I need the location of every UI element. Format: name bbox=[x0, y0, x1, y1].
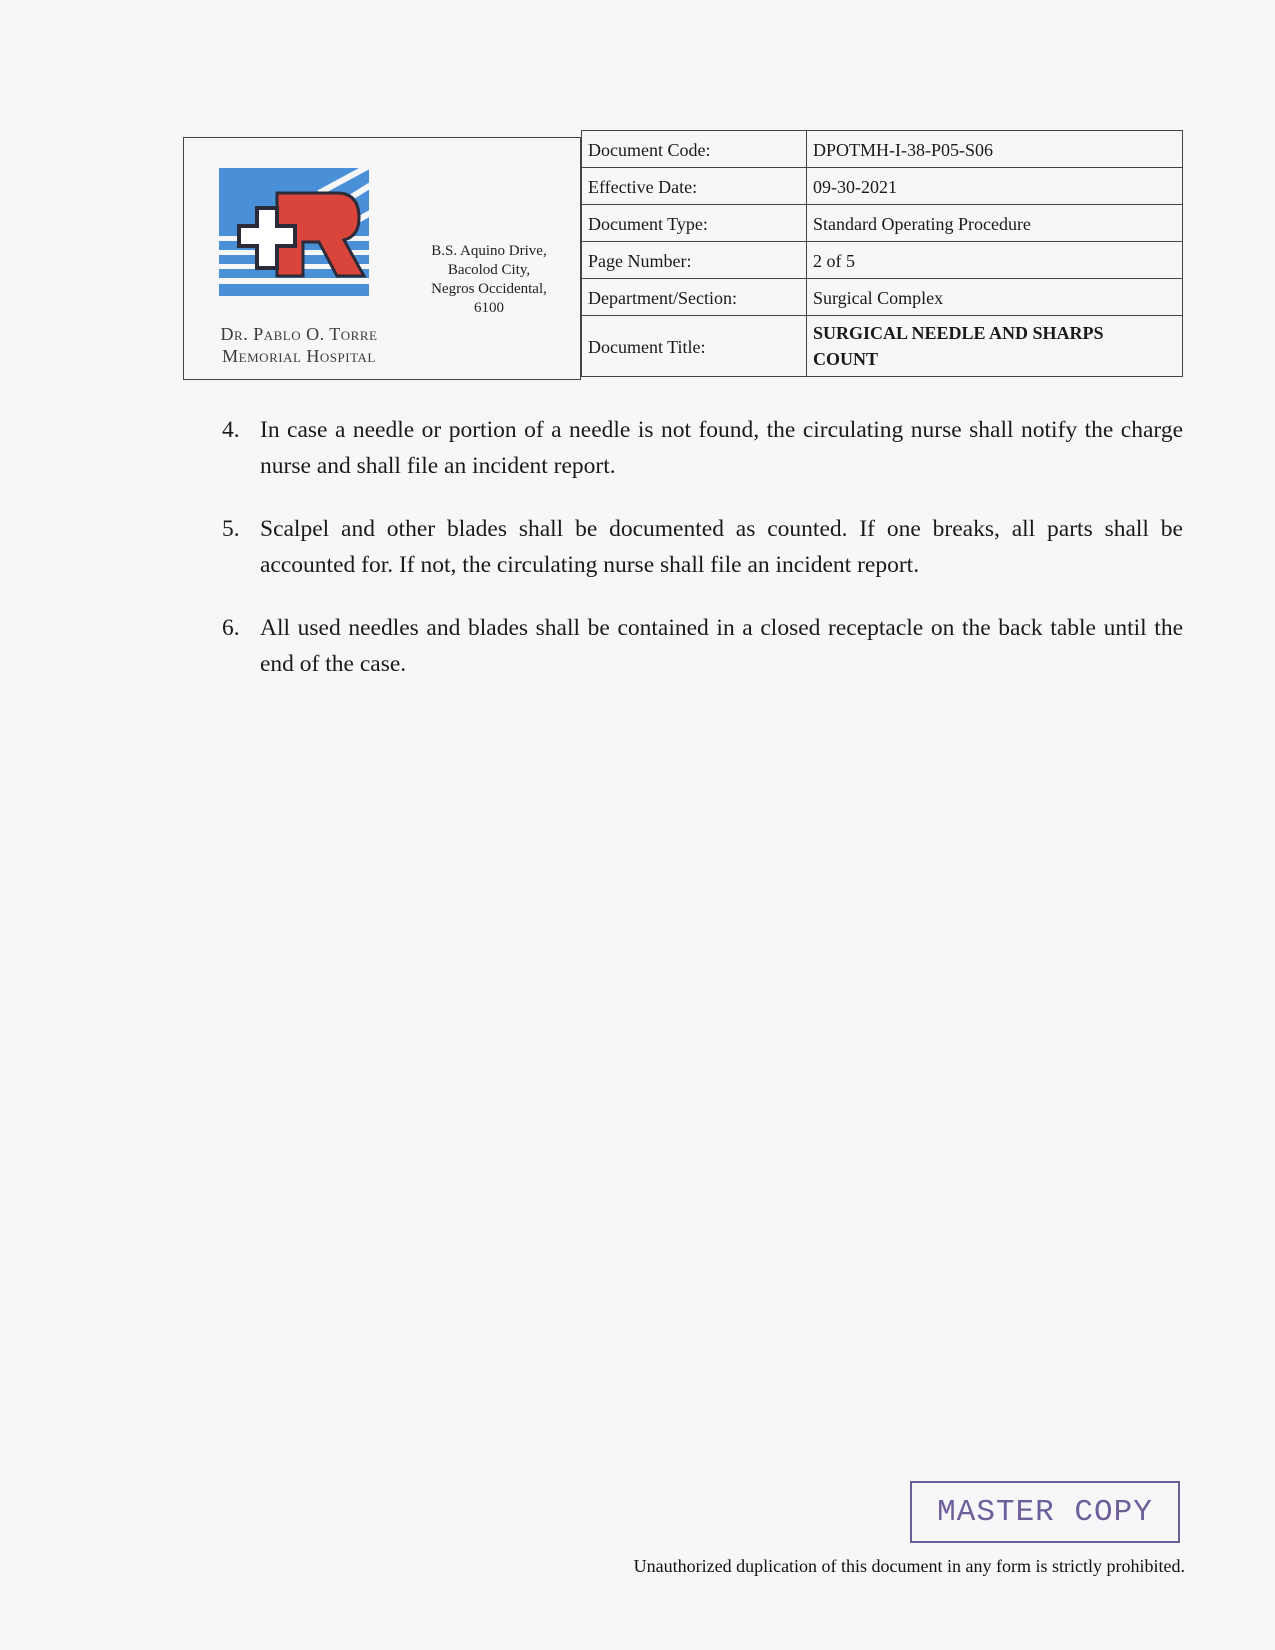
address-line: B.S. Aquino Drive, bbox=[431, 243, 547, 259]
item-number: 5. bbox=[222, 516, 240, 542]
address-line: Bacolod City, bbox=[447, 262, 531, 278]
list-item bbox=[217, 511, 1183, 583]
table-row bbox=[582, 205, 1183, 242]
table-row bbox=[582, 242, 1183, 279]
item-number: 6. bbox=[222, 615, 240, 641]
department-value: Surgical Complex bbox=[807, 279, 1183, 316]
effective-date-label: Effective Date: bbox=[582, 168, 807, 205]
document-code-label: Document Code: bbox=[582, 131, 807, 168]
document-title-line2: COUNT bbox=[813, 349, 879, 369]
procedure-list bbox=[217, 412, 1183, 709]
table-row bbox=[582, 168, 1183, 205]
document-code-value: DPOTMH-I-38-P05-S06 bbox=[807, 131, 1183, 168]
department-label: Department/Section: bbox=[582, 279, 807, 316]
hospital-name-line2: Memorial Hospital bbox=[222, 346, 376, 366]
footer-notice: Unauthorized duplication of this document in any form is strictly prohibited. bbox=[633, 1556, 1185, 1576]
item-text: All used needles and blades shall be contained in a closed receptacle on the back table until the end of the case. bbox=[260, 615, 1183, 677]
document-info-table bbox=[581, 130, 1183, 377]
address-line: Negros Occidental, bbox=[431, 281, 547, 297]
address-line: 6100 bbox=[474, 300, 504, 316]
hospital-logo-icon bbox=[219, 168, 379, 318]
document-title-value bbox=[807, 316, 1183, 377]
item-number: 4. bbox=[222, 417, 240, 443]
table-row bbox=[582, 279, 1183, 316]
list-item bbox=[217, 412, 1183, 484]
document-type-label: Document Type: bbox=[582, 205, 807, 242]
hospital-name-line1: Dr. Pablo O. Torre bbox=[220, 324, 378, 344]
effective-date-value: 09-30-2021 bbox=[807, 168, 1183, 205]
item-text: In case a needle or portion of a needle is not found, the circulating nurse shall notify the charge nurse and shall file an incident report. bbox=[260, 417, 1183, 479]
hospital-address bbox=[409, 242, 569, 318]
page-number-value: 2 of 5 bbox=[807, 242, 1183, 279]
document-title-label: Document Title: bbox=[582, 316, 807, 377]
master-copy-stamp: MASTER COPY bbox=[910, 1481, 1180, 1543]
document-title-line1: SURGICAL NEEDLE AND SHARPS bbox=[813, 323, 1104, 343]
hospital-name bbox=[194, 323, 404, 367]
table-row bbox=[582, 316, 1183, 377]
list-item bbox=[217, 610, 1183, 682]
document-header bbox=[183, 130, 1183, 384]
table-row bbox=[582, 131, 1183, 168]
logo-cell bbox=[183, 137, 581, 380]
item-text: Scalpel and other blades shall be documented as counted. If one breaks, all parts shall be accounted for. If not, the circulating nurse shall file an incident report. bbox=[260, 516, 1183, 578]
document-type-value: Standard Operating Procedure bbox=[807, 205, 1183, 242]
page-number-label: Page Number: bbox=[582, 242, 807, 279]
